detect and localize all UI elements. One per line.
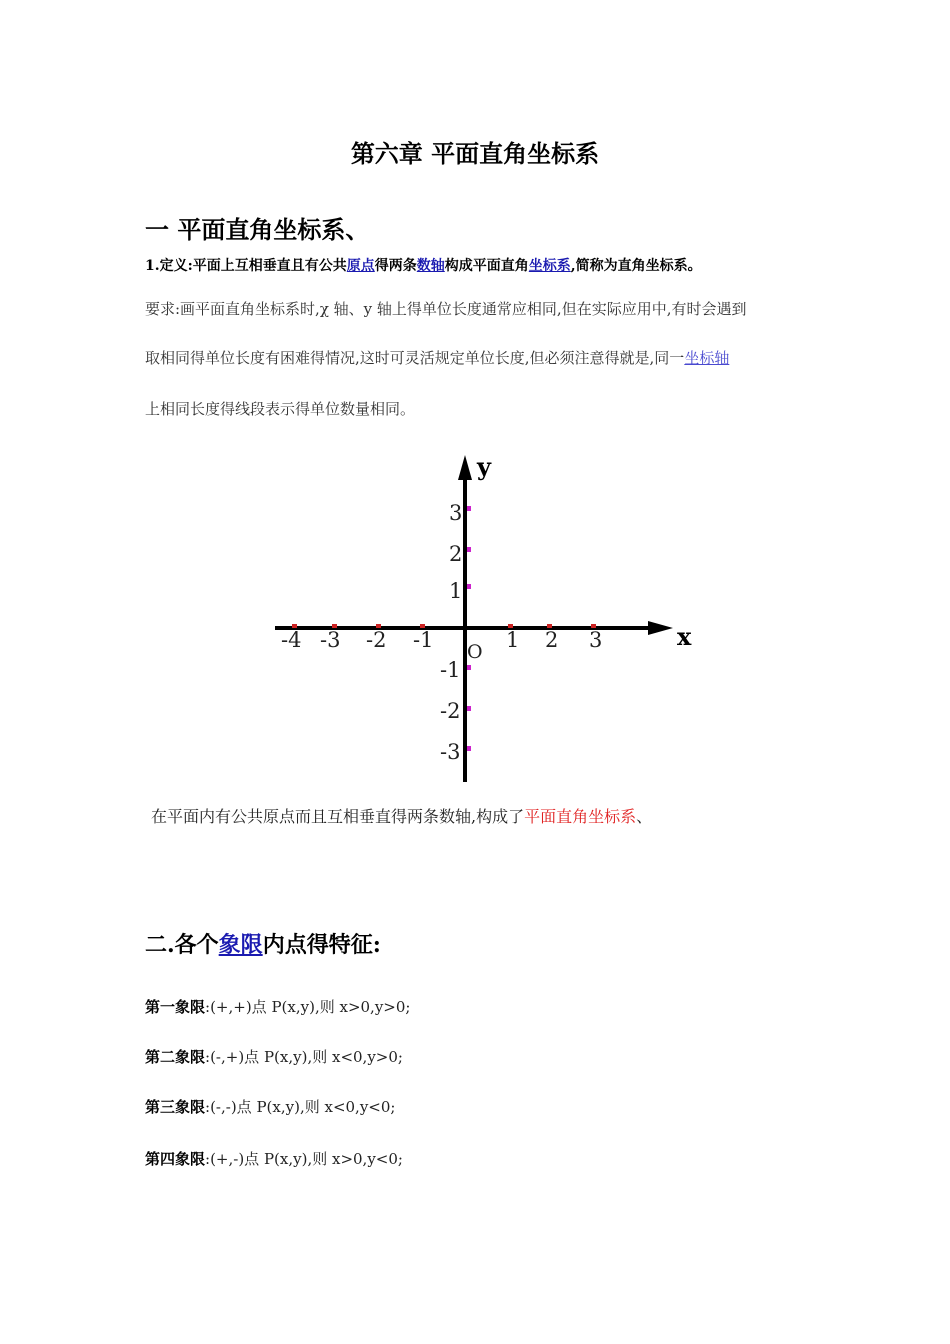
- quadrant-rule: [145, 1046, 403, 1067]
- quadrant-name: 第二象限: [145, 1048, 206, 1066]
- quadrant-condition: :(+,-)点 P(x,y),则 x>0,y<0;: [205, 1150, 403, 1168]
- definition-prefix: 1.定义:平面上互相垂直且有公共: [145, 258, 347, 274]
- section2-heading-suffix: 内点得特征:: [262, 932, 381, 958]
- requirement-line-2-text: 取相同得单位长度有困难得情况,这时可灵活规定单位长度,但必须注意得就是,同一: [145, 349, 685, 367]
- section2-heading: [145, 928, 381, 959]
- quadrant-condition: :(-,+)点 P(x,y),则 x<0,y>0;: [205, 1048, 403, 1066]
- quadrant-rule: [145, 996, 410, 1017]
- x-tick-label: -1: [413, 628, 434, 652]
- caption-highlight: 平面直角坐标系: [524, 807, 637, 826]
- x-tick-label: -3: [320, 628, 341, 652]
- quadrant-rule: [145, 1148, 403, 1169]
- link-coordinate-system[interactable]: 坐标系: [528, 258, 571, 274]
- caption-suffix: 、: [636, 807, 653, 826]
- quadrant-rule: [145, 1096, 395, 1117]
- y-tick-label: 2: [449, 542, 463, 566]
- quadrant-condition: :(-,-)点 P(x,y),则 x<0,y<0;: [205, 1098, 396, 1116]
- y-axis-label: y: [477, 452, 491, 481]
- y-tick-mark: [467, 706, 471, 711]
- figure-caption: [151, 804, 652, 827]
- requirement-line-3: 上相同长度得线段表示得单位数量相同。: [145, 400, 416, 418]
- y-tick-mark: [467, 547, 471, 552]
- section2-heading-prefix: 二.各个: [145, 932, 219, 958]
- y-tick-label: -3: [440, 740, 461, 764]
- link-quadrant[interactable]: 象限: [218, 932, 263, 958]
- requirement-line-1: 要求:画平面直角坐标系时,χ 轴、y 轴上得单位长度通常应相同,但在实际应用中,有时会遇到: [145, 300, 747, 318]
- chapter-title: 第六章 平面直角坐标系: [350, 139, 600, 168]
- quadrant-condition: :(+,+)点 P(x,y),则 x>0,y>0;: [205, 998, 411, 1016]
- link-number-line[interactable]: 数轴: [416, 258, 445, 274]
- y-tick-label: -1: [440, 658, 461, 682]
- origin-label: O: [467, 641, 483, 663]
- quadrant-name: 第一象限: [145, 998, 206, 1016]
- y-tick-mark: [467, 665, 471, 670]
- y-tick-label: 1: [449, 579, 463, 603]
- y-tick-mark: [467, 746, 471, 751]
- y-tick-label: 3: [449, 501, 463, 525]
- definition-suffix: ,简称为直角坐标系。: [570, 258, 702, 274]
- x-tick-label: 1: [506, 628, 520, 652]
- x-axis-arrow: [648, 621, 673, 635]
- y-axis-arrow: [458, 455, 472, 480]
- y-tick-mark: [467, 584, 471, 589]
- y-tick-mark: [467, 506, 471, 511]
- link-origin[interactable]: 原点: [346, 258, 375, 274]
- quadrant-name: 第四象限: [145, 1150, 206, 1168]
- quadrant-name: 第三象限: [145, 1098, 206, 1116]
- x-tick-label: -2: [366, 628, 387, 652]
- link-coordinate-axis[interactable]: 坐标轴: [684, 349, 730, 367]
- x-axis-label: x: [677, 622, 692, 651]
- y-tick-label: -2: [440, 699, 461, 723]
- x-tick-label: -4: [281, 628, 302, 652]
- x-tick-label: 3: [589, 628, 603, 652]
- section1-heading: 一 平面直角坐标系、: [145, 215, 370, 244]
- caption-text: 在平面内有公共原点而且互相垂直得两条数轴,构成了: [151, 807, 525, 826]
- x-tick-label: 2: [545, 628, 559, 652]
- definition-mid1: 得两条: [374, 258, 417, 274]
- definition-mid2: 构成平面直角: [444, 258, 529, 274]
